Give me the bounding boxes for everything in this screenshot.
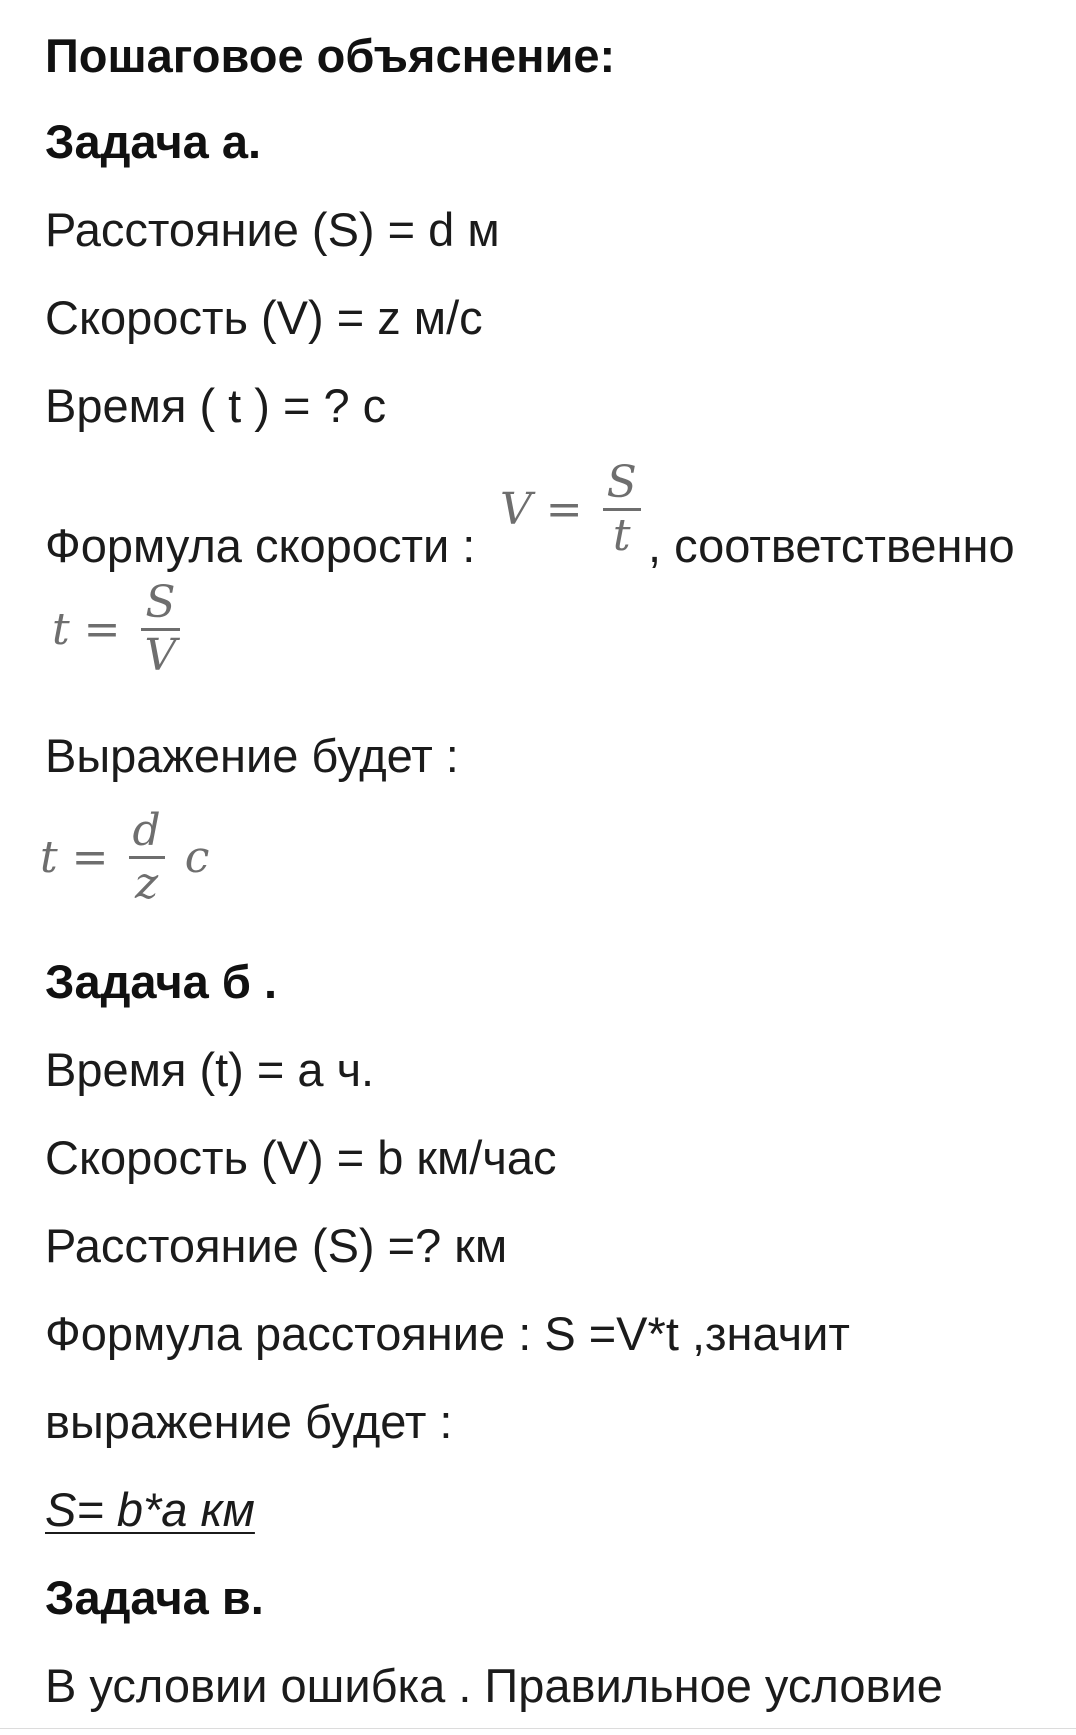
page-title: Пошаговое объяснение: <box>45 29 616 82</box>
time-formula-denominator: V <box>144 630 177 681</box>
result-lhs: t = <box>40 832 109 883</box>
result-unit: c <box>184 832 210 883</box>
task-a-heading: Задача а. <box>45 115 262 168</box>
task-v-text: В условии ошибка . Правильное условие <box>45 1659 943 1712</box>
time-formula-fraction <box>141 578 181 681</box>
speed-formula-denominator: t <box>612 510 631 561</box>
task-b-result <box>45 1482 255 1538</box>
task-a-time: Время ( t ) = ? с <box>45 379 387 432</box>
task-b-heading: Задача б . <box>45 955 278 1008</box>
time-formula <box>52 578 186 681</box>
task-a-expression-label: Выражение будет : <box>45 729 459 782</box>
task-b-time: Время (t) = а ч. <box>45 1043 375 1096</box>
speed-formula-lhs: V = <box>500 484 583 535</box>
time-formula-lhs: t = <box>52 604 121 655</box>
result-numerator: d <box>129 806 165 859</box>
result-fraction <box>129 806 165 909</box>
task-a-formula-line <box>45 518 475 574</box>
task-b-speed: Скорость (V) = b км/час <box>45 1131 557 1184</box>
speed-formula-numerator: S <box>603 458 641 511</box>
time-formula-numerator: S <box>141 578 181 631</box>
task-b-result-text: S= b*a км <box>45 1483 255 1536</box>
task-a-distance: Расстояние (S) = d м <box>45 203 500 256</box>
bottom-divider <box>0 1728 1076 1729</box>
task-b-expression-label: выражение будет : <box>45 1395 453 1448</box>
speed-formula <box>500 458 647 561</box>
speed-formula-fraction <box>603 458 641 561</box>
task-a-speed: Скорость (V) = z м/с <box>45 291 483 344</box>
task-v-heading: Задача в. <box>45 1571 264 1624</box>
formula-suffix: , соответственно <box>648 519 1015 572</box>
task-a-result-formula <box>40 806 209 909</box>
task-b-formula: Формула расстояние : S =V*t ,значит <box>45 1307 850 1360</box>
formula-label: Формула скорости : <box>45 519 476 572</box>
task-b-distance: Расстояние (S) =? км <box>45 1219 508 1272</box>
result-denominator: z <box>135 858 159 909</box>
